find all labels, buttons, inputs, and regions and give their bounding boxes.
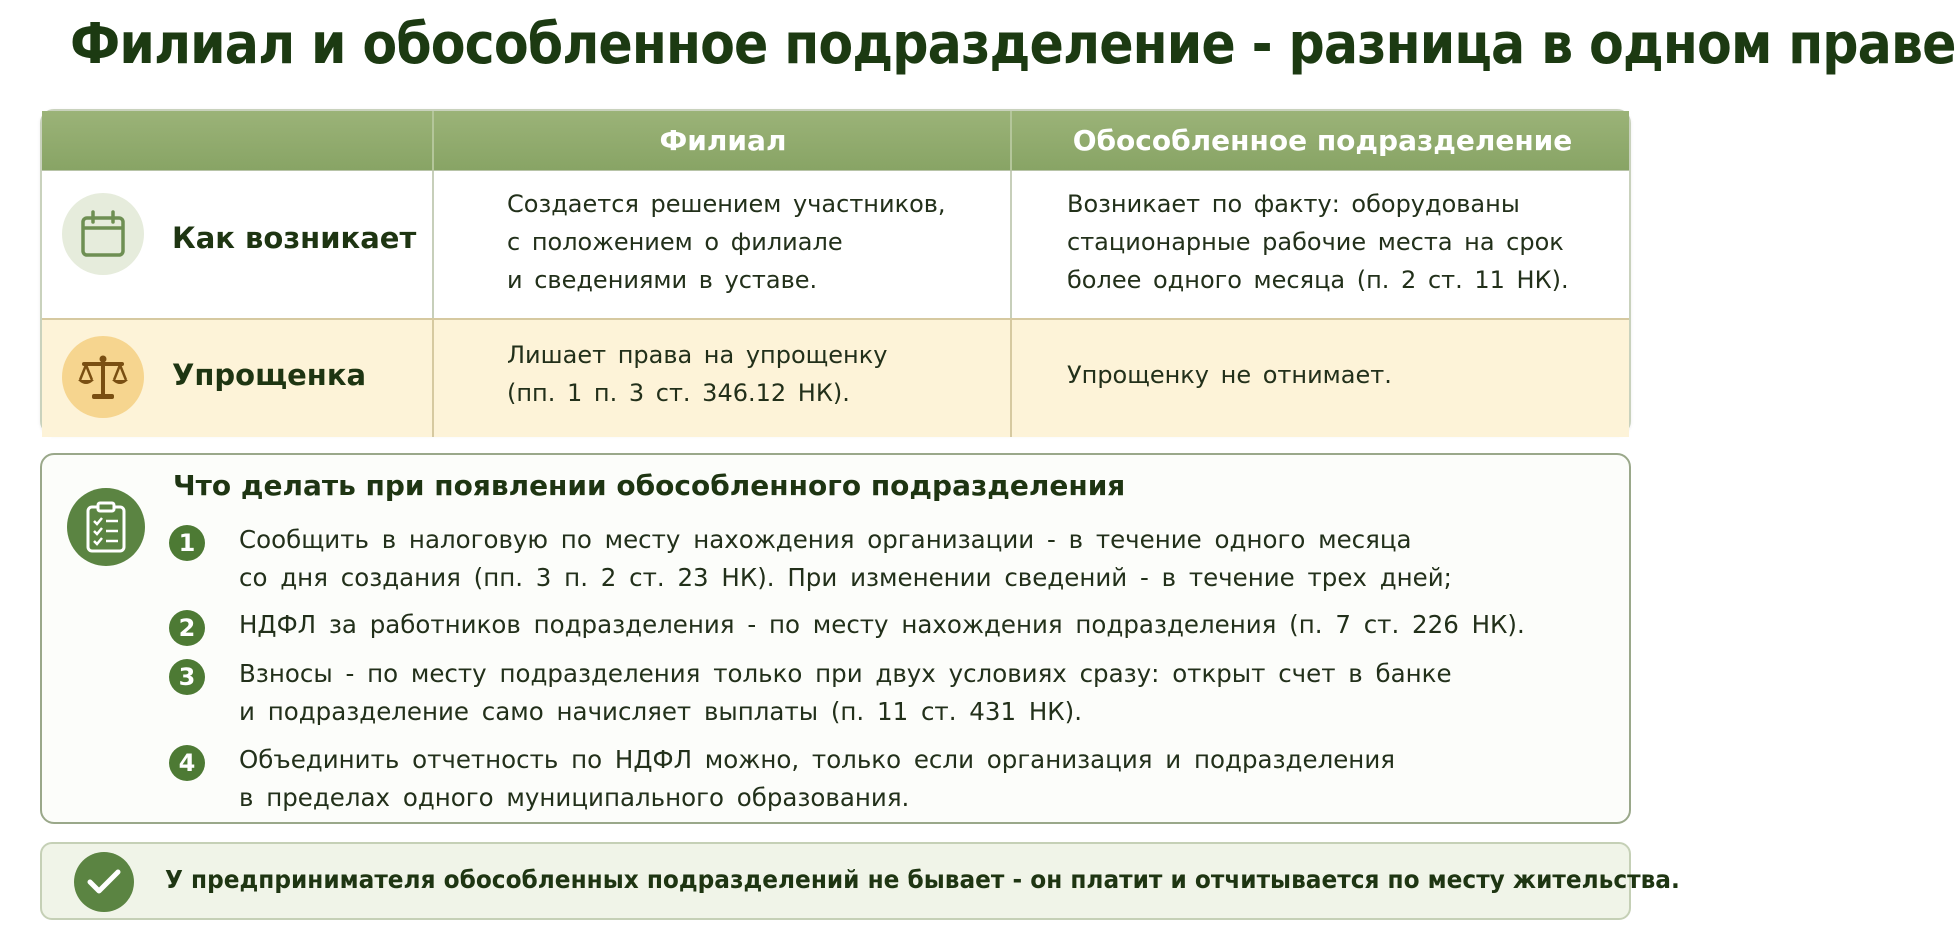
step-text: Сообщить в налоговую по месту нахождения организации - в течение одного месяца со дня создания (пп. 3 п. 2 ст. 23 НК). При изменении сведений - в течение трех дней; [239, 525, 1452, 592]
cell-branch-simplified: Лишает права на упрощенку (пп. 1 п. 3 ст. 346.12 НК). [507, 341, 888, 407]
step-number: 3 [169, 659, 205, 695]
table-row [42, 318, 1629, 437]
step-number: 4 [169, 745, 205, 781]
table-row [42, 170, 1629, 318]
cell-separate-origin: Возникает по факту: оборудованы стационарные рабочие места на срок более одного месяца (п. 2 ст. 11 НК). [1067, 190, 1569, 294]
table-header [42, 111, 1629, 170]
calendar-icon [62, 193, 144, 275]
steps-title: Что делать при появлении обособленного подразделения [173, 469, 1126, 502]
scales-icon [62, 336, 144, 418]
row-label-origin: Как возникает [172, 221, 417, 255]
cell-branch-origin: Создается решением участников, с положением о филиале и сведениями в уставе. [507, 190, 946, 294]
step-text: Объединить отчетность по НДФЛ можно, только если организация и подразделения в пределах одного муниципального образования. [239, 745, 1395, 812]
step-number: 2 [169, 610, 205, 646]
step-number: 1 [169, 525, 205, 561]
clipboard-checklist-icon [67, 488, 145, 566]
note-box [40, 842, 1680, 920]
header-branch: Филиал [659, 124, 787, 157]
steps-box [40, 453, 1631, 824]
step-text: НДФЛ за работников подразделения - по месту нахождения подразделения (п. 7 ст. 226 НК). [239, 610, 1525, 639]
comparison-table [40, 109, 1631, 435]
cell-separate-simplified: Упрощенку не отнимает. [1067, 361, 1392, 389]
page-title: Филиал и обособленное подразделение - разница в одном праве [70, 12, 1956, 77]
header-separate-division: Обособленное подразделение [1072, 124, 1573, 157]
step-text: Взносы - по месту подразделения только при двух условиях сразу: открыт счет в банке и подразделение само начисляет выплаты (п. 11 ст. 431 НК). [239, 659, 1452, 726]
note-text: У предпринимателя обособленных подразделений не бывает - он платит и отчитывается по месту жительства. [165, 865, 1680, 894]
checkmark-icon [74, 852, 134, 912]
row-label-simplified-tax: Упрощенка [172, 358, 367, 392]
